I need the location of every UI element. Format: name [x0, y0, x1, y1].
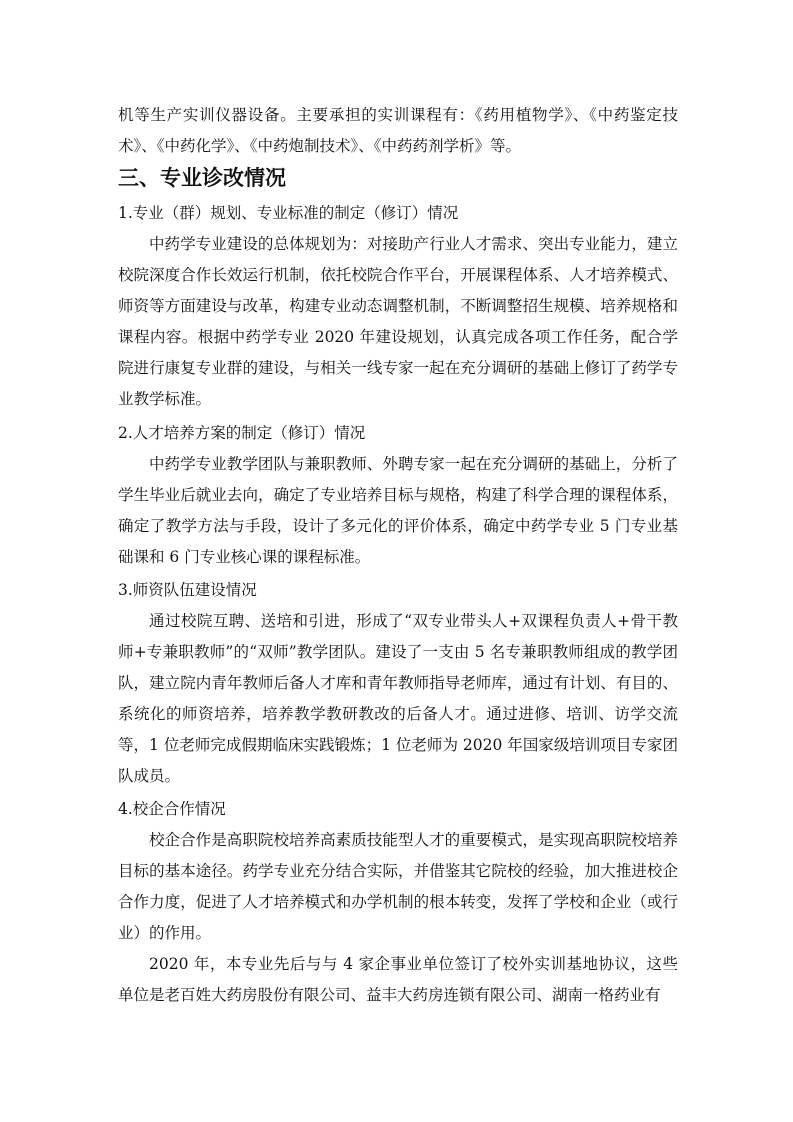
subsection-title: 2.人才培养方案的制定（修订）情况 — [118, 424, 366, 442]
subsection-1 — [118, 198, 678, 415]
subsection-title: 3.师资队伍建设情况 — [118, 581, 257, 599]
subsection-paragraph: 通过校院互聘、送培和引进，形成了“双专业带头人+双课程负责人+骨干教师+专兼职教师”的“双师”教学团队。建设了一支由 5 名专兼职教师组成的教学团队，建立院内青年教师后备人才库和青年教师指导老师库，通过有计划、有目的、系统化的师资培养，培养教学教研教改的后备人才。通过进修、培训、访学交流等，1 位老师完成假期临床实践锻炼；1 位老师为 2020 年国家级培训项目专家团队成员。 — [118, 612, 678, 785]
subsection-2 — [118, 418, 678, 573]
subsection-paragraph: 校企合作是高职院校培养高素质技能型人才的重要模式，是实现高职院校培养目标的基本途径。药学专业充分结合实际，并借鉴其它院校的经验，加大推进校企合作力度，促进了人才培养模式和办学机制的根本转变，发挥了学校和企业（或行业）的作用。 — [118, 831, 678, 942]
section-heading-block — [118, 160, 678, 196]
intro-block — [118, 100, 678, 162]
subsection-title: 4.校企合作情况 — [118, 800, 226, 818]
subsection-4 — [118, 794, 678, 1011]
section-title: 三、专业诊改情况 — [118, 166, 286, 190]
subsection-paragraph: 2020 年，本专业先后与与 4 家企事业单位签订了校外实训基地协议，这些单位是老百姓大药房股份有限公司、益丰大药房连锁有限公司、湖南一格药业有 — [118, 955, 678, 1004]
intro-paragraph: 机等生产实训仪器设备。主要承担的实训课程有：《药用植物学》、《中药鉴定技术》、《中药化学》、《中药炮制技术》、《中药药剂学析》等。 — [118, 106, 678, 155]
subsection-3 — [118, 575, 678, 792]
subsection-title: 1.专业（群）规划、专业标准的制定（修订）情况 — [118, 204, 459, 222]
subsection-paragraph: 中药学专业教学团队与兼职教师、外聘专家一起在充分调研的基础上，分析了学生毕业后就业去向，确定了专业培养目标与规格，构建了科学合理的课程体系，确定了教学方法与手段，设计了多元化的评价体系，确定中药学专业 5 门专业基础课和 6 门专业核心课的课程标准。 — [118, 455, 678, 566]
subsection-paragraph: 中药学专业建设的总体规划为：对接助产行业人才需求、突出专业能力，建立校院深度合作长效运行机制，依托校院合作平台，开展课程体系、人才培养模式、师资等方面建设与改革，构建专业动态调整机制，不断调整招生规模、培养规格和课程内容。根据中药学专业 2020 年建设规划，认真完成各项工作任务，配合学院进行康复专业群的建设，与相关一线专家一起在充分调研的基础上修订了药学专业教学标准。 — [118, 235, 678, 408]
